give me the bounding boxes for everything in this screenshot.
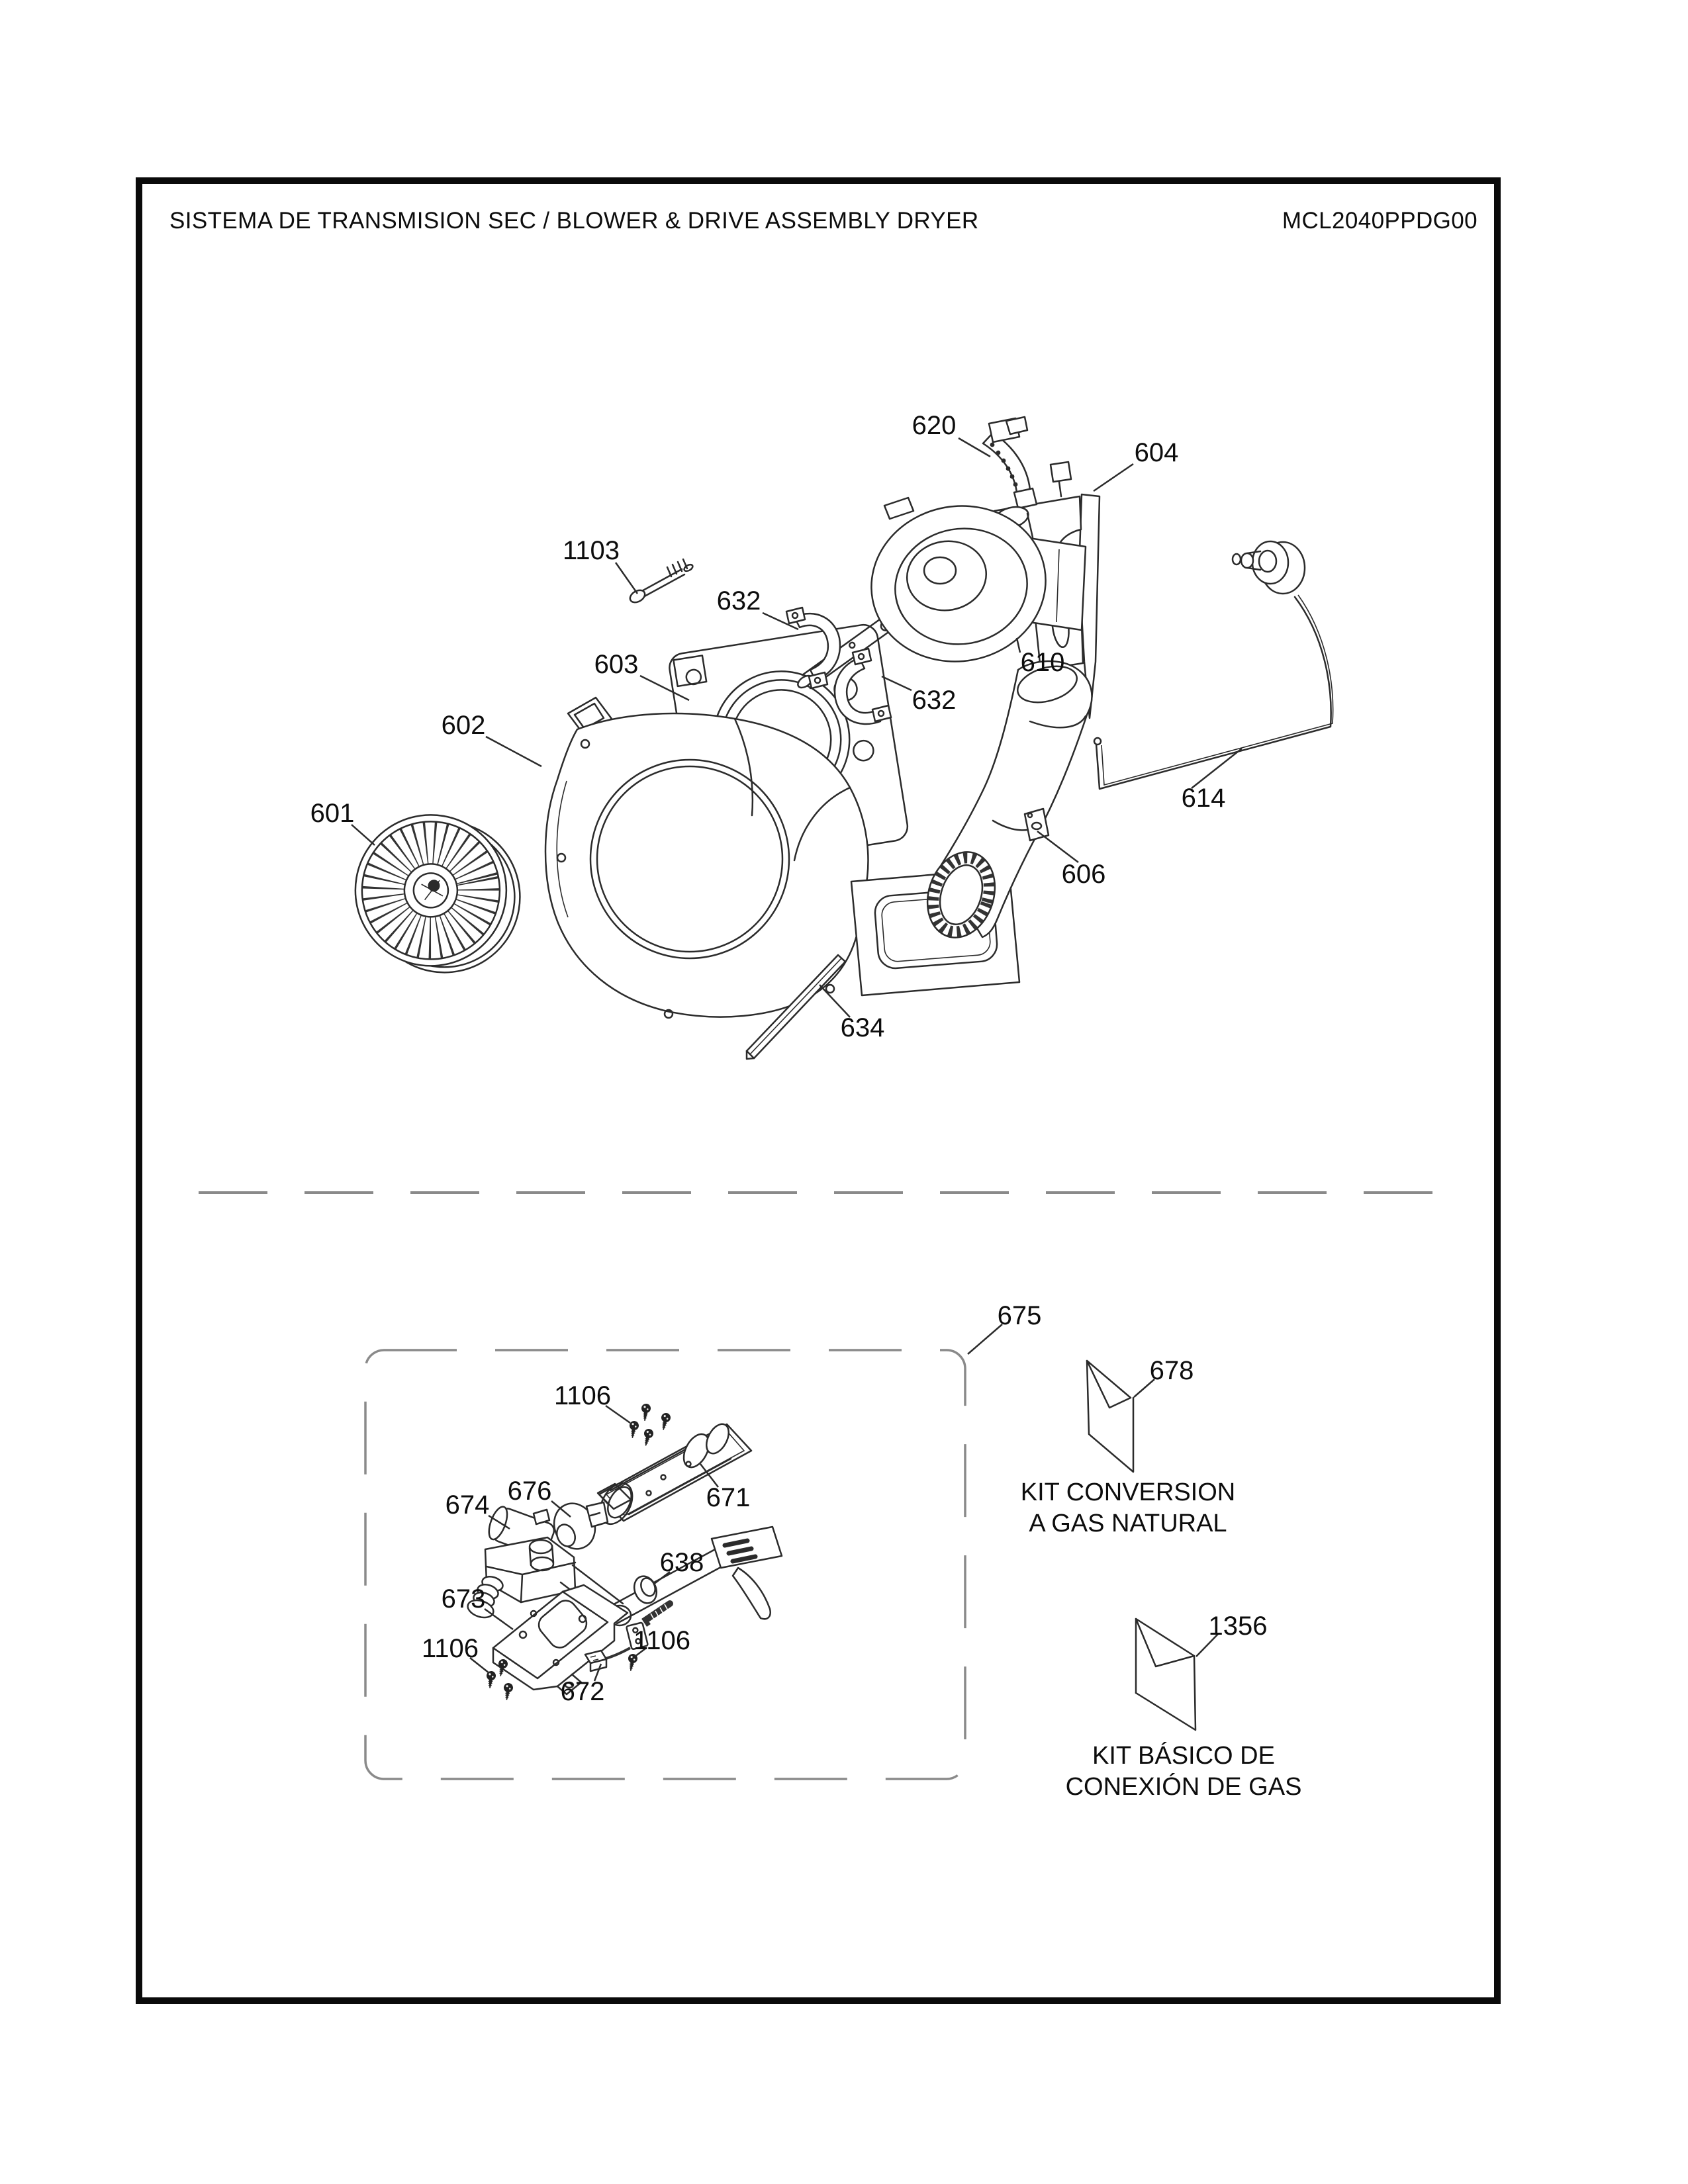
- screw-icon: [502, 1682, 513, 1701]
- callout-label-604: 604: [1134, 438, 1179, 467]
- kit-conversion-text: [1021, 1477, 1235, 1539]
- callout-label-676: 676: [507, 1477, 552, 1506]
- kit-conversion-icon: [1087, 1361, 1133, 1472]
- kit-basico-line1: KIT BÁSICO DE: [1092, 1742, 1275, 1770]
- callout-leader-1103: [616, 563, 637, 594]
- kit-conversion-line2: A GAS NATURAL: [1029, 1510, 1227, 1537]
- kit-basico-icon: [1136, 1619, 1196, 1730]
- callout-label-1106: 1106: [633, 1626, 691, 1655]
- callout-label-1106: 1106: [421, 1634, 479, 1663]
- callout-label-672: 672: [560, 1677, 605, 1706]
- callout-label-671: 671: [706, 1483, 751, 1512]
- callout-leader-673: [485, 1609, 513, 1629]
- callout-label-632: 632: [912, 686, 957, 715]
- callout-label-638: 638: [659, 1548, 704, 1577]
- kit-conversion-line1: KIT CONVERSION: [1020, 1479, 1236, 1506]
- kit-basico-line2: CONEXIÓN DE GAS: [1065, 1773, 1302, 1801]
- callout-label-606: 606: [1061, 860, 1106, 889]
- callout-leader-602: [486, 737, 541, 766]
- callout-label-601: 601: [310, 799, 355, 828]
- callout-label-632: 632: [716, 586, 761, 615]
- callout-label-1103: 1103: [562, 536, 620, 565]
- part-gas-valve-674: [465, 1504, 782, 1625]
- page-title: SISTEMA DE TRANSMISION SEC / BLOWER & DRIVE ASSEMBLY DRYER: [169, 208, 979, 234]
- part-blower-wheel-601: [342, 798, 534, 989]
- callout-leader-610: [1017, 638, 1020, 653]
- screw-icon: [659, 1412, 671, 1431]
- part-burner-assembly-671: [594, 1420, 751, 1529]
- callout-leader-604: [1094, 464, 1133, 491]
- screw-icon: [485, 1670, 496, 1688]
- callout-label-620: 620: [912, 411, 957, 440]
- callout-label-674: 674: [445, 1490, 490, 1520]
- callout-label-603: 603: [594, 650, 639, 679]
- callout-label-614: 614: [1181, 784, 1226, 813]
- callout-leader-606: [1037, 831, 1078, 862]
- part-idler-arm-614: [1094, 541, 1333, 789]
- callout-leader-601: [352, 825, 375, 845]
- callout-label-602: 602: [441, 711, 486, 740]
- callout-label-675: 675: [997, 1301, 1042, 1330]
- callout-label-1356: 1356: [1208, 1612, 1268, 1641]
- callout-label-678: 678: [1149, 1356, 1194, 1385]
- callout-label-634: 634: [840, 1013, 885, 1042]
- screw-icon: [640, 1403, 651, 1421]
- part-screw-1103: [628, 559, 694, 605]
- screw-icon: [641, 1428, 655, 1447]
- callout-label-1106: 1106: [553, 1381, 612, 1410]
- model-number: MCL2040PPDG00: [1282, 208, 1477, 234]
- kit-basico-text: [1066, 1741, 1302, 1803]
- callout-label-673: 673: [441, 1584, 486, 1614]
- callout-label-610: 610: [1020, 648, 1065, 677]
- part-wire-harness-620: [983, 417, 1037, 508]
